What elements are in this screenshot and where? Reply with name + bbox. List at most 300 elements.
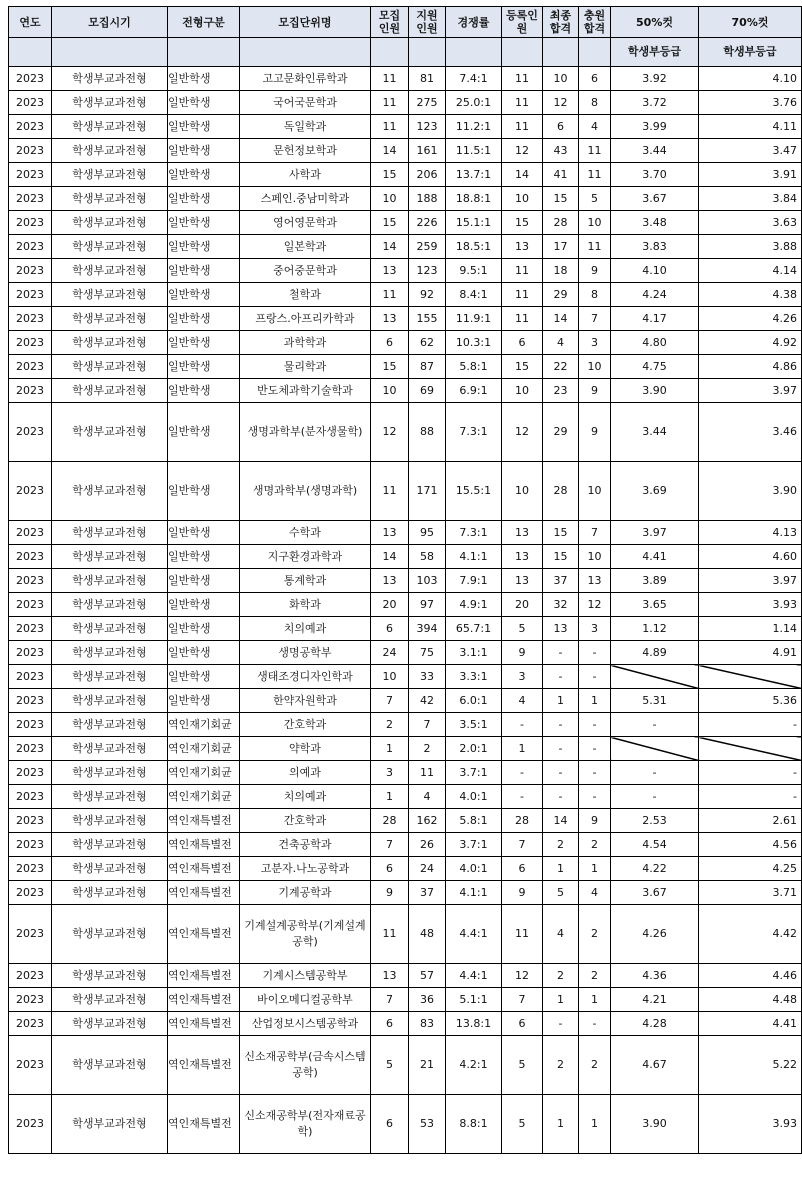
cell-p50: 3.67 <box>611 187 699 211</box>
cell-recruit: 15 <box>371 163 409 187</box>
cell-enrolled: - <box>502 713 543 737</box>
cell-final: - <box>543 665 579 689</box>
cell-year: 2023 <box>9 593 52 617</box>
table-row <box>9 857 802 881</box>
cell-p70: 5.22 <box>699 1036 802 1095</box>
cell-applicants: 87 <box>409 355 446 379</box>
cell-recruit: 7 <box>371 833 409 857</box>
table-row <box>9 211 802 235</box>
cell-recruit: 13 <box>371 964 409 988</box>
cell-type: 역인재특별전 <box>168 857 240 881</box>
cell-enrolled: 13 <box>502 235 543 259</box>
cell-applicants: 2 <box>409 737 446 761</box>
cell-p50: 4.75 <box>611 355 699 379</box>
cell-enrolled: 12 <box>502 964 543 988</box>
cell-applicants: 88 <box>409 403 446 462</box>
cell-p50: 4.10 <box>611 259 699 283</box>
cell-type: 일반학생 <box>168 115 240 139</box>
table-row <box>9 905 802 964</box>
cell-applicants: 48 <box>409 905 446 964</box>
cell-ratio: 7.3:1 <box>446 521 502 545</box>
cell-p70 <box>699 665 802 689</box>
cell-extra: 1 <box>579 1095 611 1154</box>
cell-unit: 통계학과 <box>240 569 371 593</box>
cell-year: 2023 <box>9 545 52 569</box>
table-row <box>9 67 802 91</box>
table-row <box>9 617 802 641</box>
cell-p50: 4.80 <box>611 331 699 355</box>
cell-year: 2023 <box>9 187 52 211</box>
cell-recruit: 10 <box>371 379 409 403</box>
cell-enrolled: 6 <box>502 857 543 881</box>
cell-extra: - <box>579 641 611 665</box>
cell-ratio: 8.8:1 <box>446 1095 502 1154</box>
cell-year: 2023 <box>9 355 52 379</box>
cell-type: 일반학생 <box>168 617 240 641</box>
cell-final: 12 <box>543 91 579 115</box>
cell-extra: 1 <box>579 988 611 1012</box>
cell-p70: 4.92 <box>699 331 802 355</box>
cell-ratio: 15.5:1 <box>446 462 502 521</box>
cell-ratio: 6.9:1 <box>446 379 502 403</box>
cell-p70: 4.46 <box>699 964 802 988</box>
cell-final: 29 <box>543 403 579 462</box>
table-row <box>9 988 802 1012</box>
cell-enrolled: 5 <box>502 1036 543 1095</box>
table-row <box>9 91 802 115</box>
cell-year: 2023 <box>9 761 52 785</box>
cell-applicants: 81 <box>409 67 446 91</box>
cell-final: 43 <box>543 139 579 163</box>
cell-final: 14 <box>543 307 579 331</box>
cell-type: 역인재특별전 <box>168 1095 240 1154</box>
subheader-p50: 학생부등급 <box>611 38 699 67</box>
cell-final: 1 <box>543 857 579 881</box>
cell-final: 4 <box>543 331 579 355</box>
cell-ratio: 25.0:1 <box>446 91 502 115</box>
cell-applicants: 75 <box>409 641 446 665</box>
cell-recruit: 6 <box>371 617 409 641</box>
cell-final: 28 <box>543 211 579 235</box>
cell-type: 역인재특별전 <box>168 833 240 857</box>
cell-p70: 4.13 <box>699 521 802 545</box>
cell-applicants: 155 <box>409 307 446 331</box>
table-row <box>9 187 802 211</box>
cell-recruit: 13 <box>371 307 409 331</box>
cell-applicants: 11 <box>409 761 446 785</box>
cell-extra: 9 <box>579 259 611 283</box>
cell-type: 역인재특별전 <box>168 881 240 905</box>
cell-p70: 4.14 <box>699 259 802 283</box>
cell-p50 <box>611 665 699 689</box>
cell-final: - <box>543 641 579 665</box>
cell-ratio: 4.1:1 <box>446 545 502 569</box>
cell-period: 학생부교과전형 <box>52 331 168 355</box>
cell-unit: 간호학과 <box>240 713 371 737</box>
cell-ratio: 2.0:1 <box>446 737 502 761</box>
cell-p70: 3.47 <box>699 139 802 163</box>
table-row <box>9 163 802 187</box>
cell-enrolled: 7 <box>502 833 543 857</box>
cell-applicants: 53 <box>409 1095 446 1154</box>
cell-p70: 3.71 <box>699 881 802 905</box>
cell-type: 역인재특별전 <box>168 809 240 833</box>
cell-p50 <box>611 737 699 761</box>
cell-year: 2023 <box>9 211 52 235</box>
cell-applicants: 95 <box>409 521 446 545</box>
cell-recruit: 1 <box>371 737 409 761</box>
cell-p70: 3.46 <box>699 403 802 462</box>
cell-period: 학생부교과전형 <box>52 1012 168 1036</box>
cell-final: 28 <box>543 462 579 521</box>
cell-year: 2023 <box>9 881 52 905</box>
cell-recruit: 14 <box>371 235 409 259</box>
cell-unit: 과학학과 <box>240 331 371 355</box>
table-row <box>9 569 802 593</box>
cell-p50: 3.90 <box>611 379 699 403</box>
cell-unit: 수학과 <box>240 521 371 545</box>
cell-year: 2023 <box>9 307 52 331</box>
cell-extra: 8 <box>579 91 611 115</box>
cell-unit: 바이오메디컬공학부 <box>240 988 371 1012</box>
cell-ratio: 11.2:1 <box>446 115 502 139</box>
cell-type: 일반학생 <box>168 163 240 187</box>
cell-p70: - <box>699 713 802 737</box>
cell-applicants: 123 <box>409 259 446 283</box>
cell-recruit: 1 <box>371 785 409 809</box>
cell-ratio: 4.0:1 <box>446 785 502 809</box>
cell-extra: 1 <box>579 857 611 881</box>
cell-p70: 4.48 <box>699 988 802 1012</box>
cell-ratio: 4.0:1 <box>446 857 502 881</box>
cell-type: 일반학생 <box>168 187 240 211</box>
cell-unit: 고고문화인류학과 <box>240 67 371 91</box>
cell-unit: 생명공학부 <box>240 641 371 665</box>
cell-p70: 3.76 <box>699 91 802 115</box>
cell-final: 2 <box>543 833 579 857</box>
header-extra: 충원 합격 <box>579 7 611 38</box>
cell-extra: 2 <box>579 833 611 857</box>
cell-p50: 3.70 <box>611 163 699 187</box>
cell-year: 2023 <box>9 617 52 641</box>
cell-enrolled: 15 <box>502 211 543 235</box>
cell-p70: 3.93 <box>699 1095 802 1154</box>
cell-applicants: 394 <box>409 617 446 641</box>
cell-period: 학생부교과전형 <box>52 115 168 139</box>
cell-recruit: 13 <box>371 259 409 283</box>
cell-year: 2023 <box>9 905 52 964</box>
header-recruit: 모집 인원 <box>371 7 409 38</box>
cell-period: 학생부교과전형 <box>52 761 168 785</box>
header-period: 모집시기 <box>52 7 168 38</box>
cell-applicants: 69 <box>409 379 446 403</box>
cell-p70: 4.86 <box>699 355 802 379</box>
cell-recruit: 15 <box>371 355 409 379</box>
cell-recruit: 6 <box>371 331 409 355</box>
cell-recruit: 10 <box>371 187 409 211</box>
cell-enrolled: 1 <box>502 737 543 761</box>
cell-unit: 생태조경디자인학과 <box>240 665 371 689</box>
cell-extra: 8 <box>579 283 611 307</box>
cell-extra: 10 <box>579 211 611 235</box>
cell-period: 학생부교과전형 <box>52 737 168 761</box>
cell-applicants: 259 <box>409 235 446 259</box>
cell-p70: 3.90 <box>699 462 802 521</box>
cell-type: 역인재특별전 <box>168 988 240 1012</box>
cell-final: - <box>543 1012 579 1036</box>
cell-p70 <box>699 737 802 761</box>
cell-p50: 3.48 <box>611 211 699 235</box>
cell-final: 1 <box>543 988 579 1012</box>
cell-year: 2023 <box>9 139 52 163</box>
admission-results-table <box>8 6 802 1154</box>
cell-applicants: 36 <box>409 988 446 1012</box>
cell-period: 학생부교과전형 <box>52 67 168 91</box>
cell-enrolled: 9 <box>502 641 543 665</box>
cell-year: 2023 <box>9 379 52 403</box>
table-row <box>9 521 802 545</box>
cell-recruit: 11 <box>371 115 409 139</box>
cell-enrolled: 13 <box>502 545 543 569</box>
cell-p70: 4.10 <box>699 67 802 91</box>
cell-enrolled: - <box>502 785 543 809</box>
cell-p70: 3.63 <box>699 211 802 235</box>
cell-unit: 신소재공학부(전자재료공학) <box>240 1095 371 1154</box>
cell-period: 학생부교과전형 <box>52 785 168 809</box>
cell-year: 2023 <box>9 809 52 833</box>
cell-final: 5 <box>543 881 579 905</box>
cell-unit: 독일학과 <box>240 115 371 139</box>
cell-ratio: 4.2:1 <box>446 1036 502 1095</box>
cell-applicants: 103 <box>409 569 446 593</box>
cell-period: 학생부교과전형 <box>52 235 168 259</box>
cell-recruit: 11 <box>371 905 409 964</box>
cell-p50: 4.21 <box>611 988 699 1012</box>
cell-enrolled: 6 <box>502 331 543 355</box>
cell-year: 2023 <box>9 331 52 355</box>
cell-p50: 3.69 <box>611 462 699 521</box>
header-unit: 모집단위명 <box>240 7 371 38</box>
cell-type: 일반학생 <box>168 91 240 115</box>
cell-recruit: 20 <box>371 593 409 617</box>
cell-p70: 4.41 <box>699 1012 802 1036</box>
cell-unit: 국어국문학과 <box>240 91 371 115</box>
cell-extra: 11 <box>579 163 611 187</box>
cell-period: 학생부교과전형 <box>52 881 168 905</box>
cell-type: 역인재기회균 <box>168 785 240 809</box>
cell-extra: - <box>579 713 611 737</box>
cell-recruit: 7 <box>371 988 409 1012</box>
cell-enrolled: 11 <box>502 91 543 115</box>
cell-applicants: 97 <box>409 593 446 617</box>
cell-period: 학생부교과전형 <box>52 259 168 283</box>
cell-final: 14 <box>543 809 579 833</box>
cell-p50: 4.67 <box>611 1036 699 1095</box>
cell-p50: 4.89 <box>611 641 699 665</box>
cell-period: 학생부교과전형 <box>52 689 168 713</box>
cell-unit: 일본학과 <box>240 235 371 259</box>
cell-type: 역인재특별전 <box>168 905 240 964</box>
cell-type: 역인재기회균 <box>168 713 240 737</box>
cell-p50: - <box>611 713 699 737</box>
cell-year: 2023 <box>9 115 52 139</box>
cell-p70: 4.26 <box>699 307 802 331</box>
cell-applicants: 275 <box>409 91 446 115</box>
cell-year: 2023 <box>9 857 52 881</box>
cell-recruit: 6 <box>371 1012 409 1036</box>
cell-applicants: 226 <box>409 211 446 235</box>
table-row <box>9 964 802 988</box>
cell-ratio: 13.7:1 <box>446 163 502 187</box>
cell-applicants: 92 <box>409 283 446 307</box>
cell-ratio: 10.3:1 <box>446 331 502 355</box>
header-row <box>9 7 802 38</box>
cell-period: 학생부교과전형 <box>52 809 168 833</box>
cell-final: 15 <box>543 521 579 545</box>
cell-year: 2023 <box>9 1095 52 1154</box>
cell-type: 일반학생 <box>168 259 240 283</box>
cell-p70: 1.14 <box>699 617 802 641</box>
cell-recruit: 15 <box>371 211 409 235</box>
table-row <box>9 331 802 355</box>
cell-enrolled: 20 <box>502 593 543 617</box>
cell-ratio: 8.4:1 <box>446 283 502 307</box>
header-ratio: 경쟁률 <box>446 7 502 38</box>
cell-p70: 4.56 <box>699 833 802 857</box>
cell-p50: 5.31 <box>611 689 699 713</box>
cell-applicants: 26 <box>409 833 446 857</box>
cell-enrolled: 13 <box>502 569 543 593</box>
cell-year: 2023 <box>9 833 52 857</box>
header-p70: 70%컷 <box>699 7 802 38</box>
cell-applicants: 33 <box>409 665 446 689</box>
table-row <box>9 259 802 283</box>
cell-type: 일반학생 <box>168 307 240 331</box>
cell-p70: 3.93 <box>699 593 802 617</box>
cell-period: 학생부교과전형 <box>52 569 168 593</box>
cell-enrolled: 6 <box>502 1012 543 1036</box>
cell-extra: - <box>579 761 611 785</box>
cell-unit: 약학과 <box>240 737 371 761</box>
cell-p50: 4.54 <box>611 833 699 857</box>
cell-extra: 7 <box>579 307 611 331</box>
table-row <box>9 379 802 403</box>
cell-final: - <box>543 737 579 761</box>
cell-year: 2023 <box>9 403 52 462</box>
cell-p50: 4.28 <box>611 1012 699 1036</box>
cell-ratio: 5.8:1 <box>446 809 502 833</box>
cell-year: 2023 <box>9 665 52 689</box>
cell-enrolled: 9 <box>502 881 543 905</box>
cell-p70: 4.25 <box>699 857 802 881</box>
cell-final: 6 <box>543 115 579 139</box>
header-applicants: 지원 인원 <box>409 7 446 38</box>
cell-p70: 4.38 <box>699 283 802 307</box>
cell-type: 일반학생 <box>168 139 240 163</box>
cell-unit: 문헌정보학과 <box>240 139 371 163</box>
cell-p50: 4.26 <box>611 905 699 964</box>
cell-ratio: 65.7:1 <box>446 617 502 641</box>
cell-final: 1 <box>543 1095 579 1154</box>
subheader-row <box>9 38 802 67</box>
cell-recruit: 14 <box>371 139 409 163</box>
cell-enrolled: 4 <box>502 689 543 713</box>
cell-final: 2 <box>543 964 579 988</box>
cell-enrolled: 10 <box>502 379 543 403</box>
cell-type: 역인재기회균 <box>168 737 240 761</box>
cell-extra: 12 <box>579 593 611 617</box>
table-row <box>9 665 802 689</box>
cell-final: 29 <box>543 283 579 307</box>
cell-p70: 3.84 <box>699 187 802 211</box>
cell-final: 15 <box>543 545 579 569</box>
cell-year: 2023 <box>9 964 52 988</box>
cell-ratio: 5.1:1 <box>446 988 502 1012</box>
cell-enrolled: - <box>502 761 543 785</box>
cell-extra: 4 <box>579 881 611 905</box>
cell-final: 32 <box>543 593 579 617</box>
cell-applicants: 206 <box>409 163 446 187</box>
cell-ratio: 15.1:1 <box>446 211 502 235</box>
cell-p70: 3.97 <box>699 379 802 403</box>
cell-ratio: 3.1:1 <box>446 641 502 665</box>
cell-year: 2023 <box>9 641 52 665</box>
cell-recruit: 13 <box>371 521 409 545</box>
cell-p70: 3.97 <box>699 569 802 593</box>
header-type: 전형구분 <box>168 7 240 38</box>
cell-type: 역인재기회균 <box>168 761 240 785</box>
cell-p50: 3.92 <box>611 67 699 91</box>
cell-type: 역인재특별전 <box>168 1012 240 1036</box>
cell-ratio: 3.5:1 <box>446 713 502 737</box>
cell-final: - <box>543 761 579 785</box>
cell-extra: 2 <box>579 1036 611 1095</box>
cell-extra: 3 <box>579 617 611 641</box>
subheader-p70: 학생부등급 <box>699 38 802 67</box>
cell-period: 학생부교과전형 <box>52 521 168 545</box>
cell-p50: 3.83 <box>611 235 699 259</box>
cell-applicants: 171 <box>409 462 446 521</box>
cell-recruit: 12 <box>371 403 409 462</box>
cell-extra: 4 <box>579 115 611 139</box>
cell-extra: - <box>579 737 611 761</box>
table-row <box>9 809 802 833</box>
cell-enrolled: 7 <box>502 988 543 1012</box>
cell-ratio: 3.3:1 <box>446 665 502 689</box>
cell-enrolled: 11 <box>502 259 543 283</box>
cell-recruit: 11 <box>371 462 409 521</box>
cell-period: 학생부교과전형 <box>52 1095 168 1154</box>
cell-enrolled: 11 <box>502 67 543 91</box>
cell-type: 일반학생 <box>168 665 240 689</box>
cell-recruit: 11 <box>371 91 409 115</box>
table-row <box>9 283 802 307</box>
cell-extra: 2 <box>579 905 611 964</box>
cell-recruit: 7 <box>371 689 409 713</box>
cell-applicants: 21 <box>409 1036 446 1095</box>
cell-recruit: 10 <box>371 665 409 689</box>
cell-ratio: 13.8:1 <box>446 1012 502 1036</box>
cell-final: 41 <box>543 163 579 187</box>
cell-type: 일반학생 <box>168 593 240 617</box>
cell-applicants: 4 <box>409 785 446 809</box>
table-row <box>9 1036 802 1095</box>
cell-ratio: 11.9:1 <box>446 307 502 331</box>
table-row <box>9 785 802 809</box>
cell-p70: 3.88 <box>699 235 802 259</box>
cell-period: 학생부교과전형 <box>52 187 168 211</box>
cell-type: 일반학생 <box>168 235 240 259</box>
